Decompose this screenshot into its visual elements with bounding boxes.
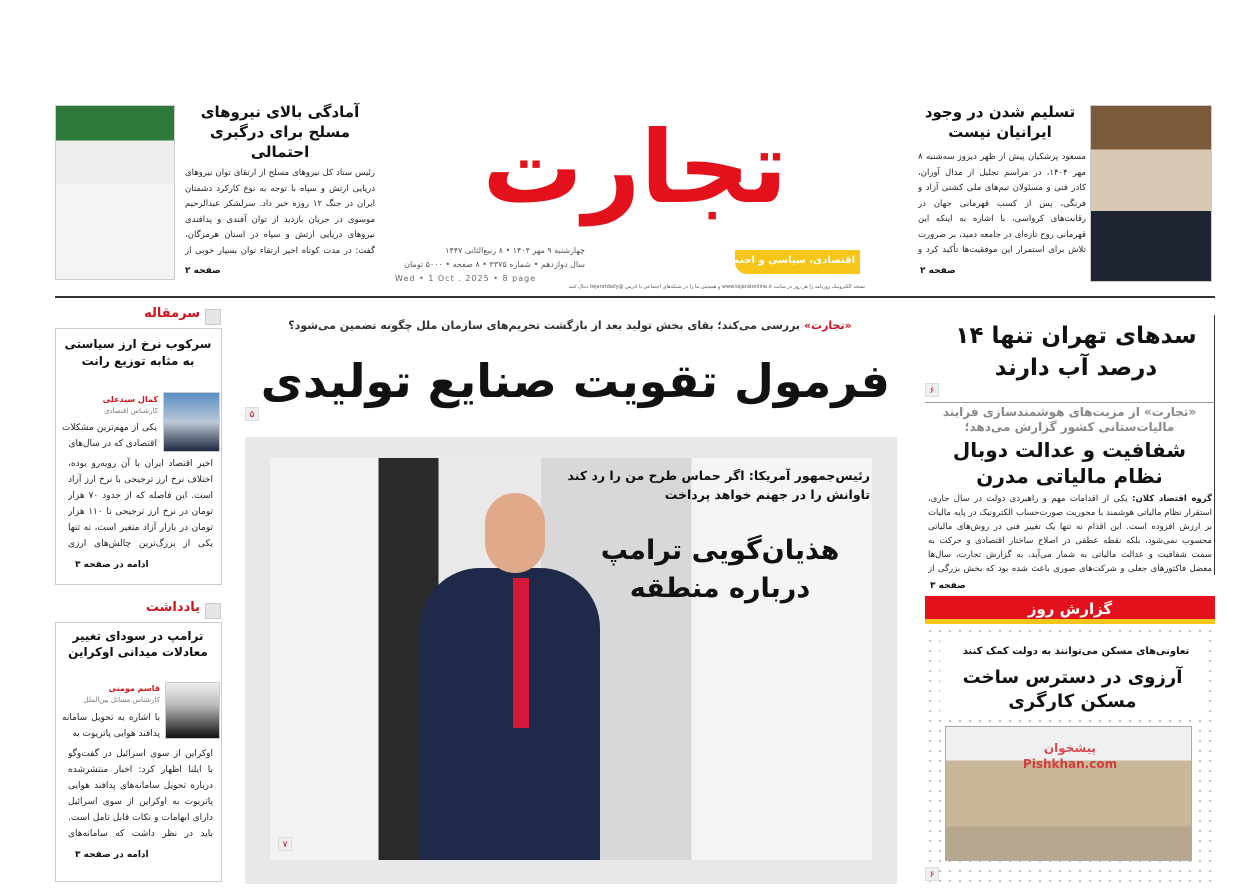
editorial-cont[interactable]: ادامه در صفحه ۳: [75, 560, 149, 570]
issue-info: سال دوازدهم • شماره ۳۳۷۵ • ۸ صفحه • ۵۰۰۰ تومان: [404, 260, 585, 269]
report-label: گزارش روز: [1027, 600, 1113, 618]
report-kicker: تعاونی‌های مسکن می‌توانند به دولت کمک کنند: [962, 646, 1190, 657]
editorial-marker: [205, 309, 221, 325]
note-cont[interactable]: ادامه در صفحه ۳: [75, 850, 149, 860]
editorial-author: کمال سیدعلی: [102, 395, 158, 404]
right2-kicker: «تجارت» از مزیت‌های هوشمندسازی فرایند مالیات‌ستانی کشور گزارش می‌دهد؛: [942, 405, 1197, 434]
note-author-photo: [165, 682, 220, 739]
lead-page-number[interactable]: ۵: [245, 407, 259, 421]
masthead: [395, 102, 865, 292]
right1-page-number[interactable]: ۶: [925, 383, 939, 397]
divider: [55, 296, 1215, 298]
watermark: پیشخوان Pishkhan.com: [1022, 741, 1118, 771]
editorial-label: سرمقاله: [144, 306, 200, 321]
figure-tie: [513, 578, 529, 728]
photo-story-image: [270, 458, 872, 860]
right2-title[interactable]: شفافیت و عدالت دوبال نظام مالیاتی مدرن: [952, 438, 1187, 488]
right1-title[interactable]: سدهای تهران تنها ۱۴ درصد آب دارند: [955, 323, 1197, 381]
note-author: قاسم مومنی: [108, 684, 160, 693]
right2-text: یکی از اقدامات مهم و راهبردی دولت در سال جاری، استقرار نظام مالیاتی هوشمند با محوریت صورت‌حساب الکترونیک در پایه مالیات بر ارزش افزوده است. این اقدام نه تنها یک تغییر فنی در روش‌های مالیاتی محسوب نمی‌شود، بلکه نقطه عطفی در اصلاح ساختار اقتصادی و حرکت به سمت شفافیت و عدالت مالیاتی به شمار می‌آید. به گزارش تجارت، سال‌ها معضل فاکتورهای جعلی و شرکت‌های صوری باعث شده بود که بخش بزرگی از: [928, 494, 1212, 574]
editorial-title: سرکوب نرخ ارز سیاستی به مثابه توزیع رانت: [64, 337, 212, 368]
report-title[interactable]: آرزوی در دسترس ساخت مسکن کارگری: [962, 667, 1183, 712]
right2-body: [928, 492, 1212, 576]
lead-kicker: [245, 318, 895, 334]
top-left-body: رئیس ستاد کل نیروهای مسلح از ارتقای توان نیروهای دریایی ارتش و سپاه با توجه به نوع کارکرد دشمنان ایران در جنگ ۱۲ روزه خبر داد. سرلشکر عبدالرحیم موسوی در جریان بازدید از توان آفندی و پدافندی نیروهای دریایی ارتش و سپاه در استان هرمزگان، گفت: در مدت کوتاه اخیر ارتقاء توان بسیار خوبی از: [185, 168, 375, 256]
note-marker: [205, 603, 221, 619]
top-left-photo: [55, 105, 175, 280]
photo-story-kicker: رئیس‌جمهور آمریکا: اگر حماس طرح من را رد کند تاوانش را در جهنم خواهد پرداخت: [567, 468, 870, 502]
online-note: نسخه الکترونیک روزنامه را هر روز در سایت www.tejaratonline.ir و همچنین ما را در شبکه‌های اجتماعی با آدرس @tejaratdaily دنبال کنید: [568, 284, 865, 290]
note-body: با اشاره به تحویل سامانه پدافند هوایی پاتریوت به: [62, 713, 160, 739]
top-right-title: تسلیم شدن در وجود ایرانیان نیست: [924, 103, 1076, 141]
note-body-cont: اوکراین از سوی اسرائیل در گفت‌وگو با ایلنا اظهار کرد: اخبار منتشرشده درباره تحویل سامانه‌های پدافند هوایی پاتریوت به اوکراین از سوی اسرائیل دارای ابهامات و نکات قابل تامل است. باید در نظر داشت که سامانه‌های: [68, 749, 213, 839]
figure-silhouette: [420, 568, 600, 860]
date-en: Wed • 1 Oct . 2025 • 8 page: [395, 274, 537, 283]
note-title: ترامپ در سودای تغییر معادلات میدانی اوکراین: [68, 629, 208, 659]
report-page-number[interactable]: ۶: [925, 867, 939, 881]
lead-kicker-text: بررسی می‌کند؛ بقای بخش تولید بعد از بازگشت تحریم‌های سازمان ملل چگونه تضمین می‌شود؟: [288, 319, 804, 332]
editorial-body-cont: اخیر اقتصاد ایران با آن روبه‌رو بوده، اختلاف نرخ ارز ترجیحی با نرخ ارز آزاد است. این فاصله که از حدود ۷۰ هزار تومان در نرخ ارز ترجیحی تا ۱۱۰ هزار تومان در بازار آزاد متغیر است، نه تنها یکی از بزرگ‌ترین چالش‌های ارزی: [68, 459, 213, 549]
report-photo: [945, 726, 1192, 861]
top-right-page[interactable]: صفحه ۲: [920, 266, 956, 276]
right-divider: [925, 402, 1215, 403]
top-left-page[interactable]: صفحه ۲: [185, 266, 221, 276]
note-role: کارشناس مسائل بین‌الملل: [83, 696, 160, 704]
right2-lead: گروه اقتصاد کلان:: [1132, 494, 1212, 504]
lead-kicker-brand: «تجارت»: [803, 319, 852, 332]
right-column-rule: [1214, 315, 1215, 575]
top-left-title: آمادگی بالای نیروهای مسلح برای درگیری احتمالی: [200, 103, 360, 161]
lead-headline[interactable]: فرمول تقویت صنایع تولیدی: [260, 354, 890, 408]
tagline: اقتصادی، سیاسی و اجتماعی: [712, 255, 855, 266]
editorial-body: یکی از مهم‌ترین مشکلات اقتصادی که در سال‌های: [62, 423, 157, 449]
note-label: یادداشت: [145, 600, 200, 615]
editorial-author-photo: [163, 392, 220, 452]
figure-head: [485, 493, 545, 573]
editorial-role: کارشناس اقتصادی: [104, 407, 158, 415]
top-right-photo: [1090, 105, 1212, 282]
date-fa: چهارشنبه ۹ مهر ۱۴۰۴ • ۸ ربیع‌الثانی ۱۴۴۷: [445, 246, 585, 255]
photo-story-page-number[interactable]: ۷: [278, 837, 292, 851]
photo-story-headline[interactable]: هذیان‌گویی ترامپ درباره منطقه: [600, 535, 840, 604]
top-right-body: مسعود پزشکیان پیش از ظهر دیروز سه‌شنبه ۸ مهر ۱۴۰۴، در مراسم تجلیل از مدال آوران، کادر فنی و مسئولان تیم‌های ملی کشتی آزاد و فرنگی، پس از کسب قهرمانی جهان در رقابت‌های کرواسی، با اشاره به اینکه این قهرمانی روح تازه‌ای در جامعه دمید، بر ضرورت تلاش برای استمرار این موفقیت‌ها تأکید کرد و: [918, 152, 1086, 255]
right2-page[interactable]: صفحه ۳: [930, 581, 966, 591]
logo: تجارت: [482, 109, 788, 226]
